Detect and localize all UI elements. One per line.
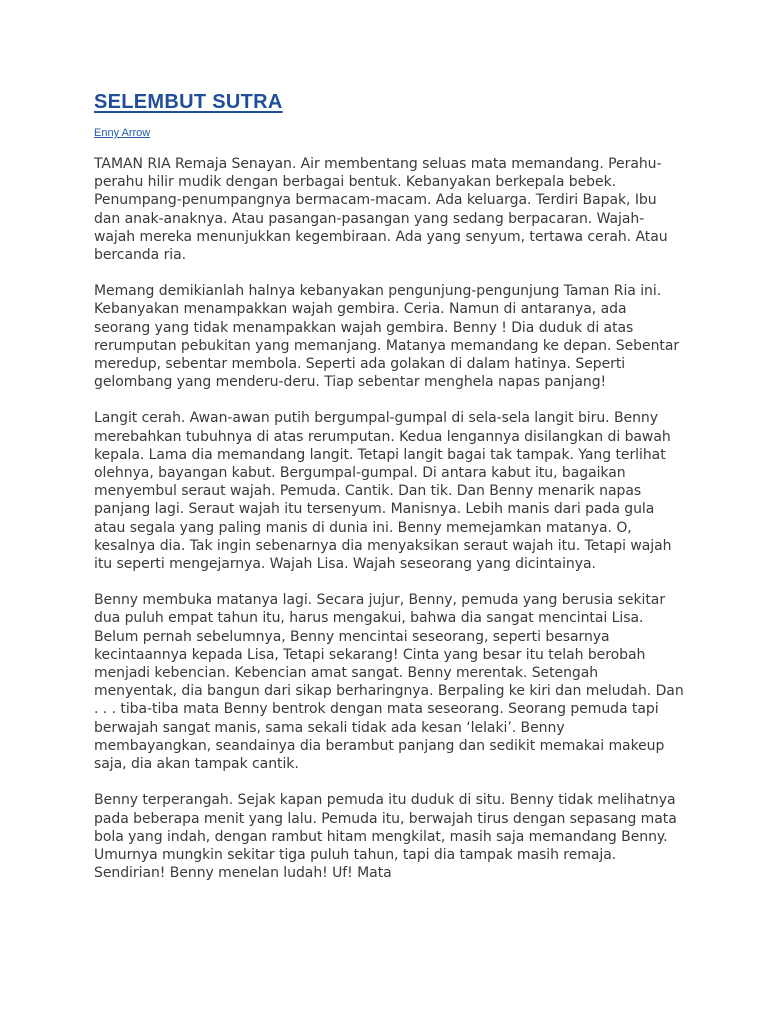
paragraph-4: Benny membuka matanya lagi. Secara jujur, Benny, pemuda yang berusia sekitar dua puluh empat tahun itu, harus mengakui, bahwa dia sangat mencintai Lisa. Belum pernah sebelumnya, Benny mencintai seseorang, seperti besarnya kecintaannya kepada Lisa, Tetapi sekarang! Cinta yang besar itu telah berobah menjadi kebencian. Kebencian amat sangat. Benny merentak. Setengah menyentak, dia bangun dari sikap berharingnya. Berpaling ke kiri dan meludah. Dan . . . tiba-tiba mata Benny bentrok dengan mata seseorang. Seorang pemuda tapi berwajah sangat manis, sama sekali tidak ada kesan ‘lelaki’. Benny membayangkan, seandainya dia berambut panjang dan sedikit memakai makeup saja, dia akan tampak cantik.: [94, 592, 684, 773]
author-link[interactable]: Enny Arrow: [94, 127, 151, 139]
paragraph-3: Langit cerah. Awan-awan putih bergumpal-gumpal di sela-sela langit biru. Benny merebahkan tubuhnya di atas rerumputan. Kedua lengannya disilangkan di bawah kepala. Lama dia memandang langit. Tetapi langit bagai tak tampak. Yang terlihat olehnya, bayangan kabut. Bergumpal-gumpal. Di antara kabut itu, bagaikan menyembul seraut wajah. Pemuda. Cantik. Dan tik. Dan Benny menarik napas panjang lagi. Seraut wajah itu tersenyum. Manisnya. Lebih manis dari pada gula atau segala yang paling manis di dunia ini. Benny memejamkan matanya. O, kesalnya dia. Tak ingin sebenarnya dia menyaksikan seraut wajah itu. Tetapi wajah itu seperti mengejarnya. Wajah Lisa. Wajah seseorang yang dicintainya.: [94, 410, 672, 573]
document-page: [94, 88, 684, 900]
document-title: SELEMBUT SUTRA: [94, 91, 283, 113]
paragraph-1: TAMAN RIA Remaja Senayan. Air membentang seluas mata memandang. Perahu-perahu hilir mudik dengan berbagai bentuk. Kebanyakan berkepala bebek. Penumpang-penumpangnya bermacam-macam. Ada keluarga. Terdiri Bapak, Ibu dan anak-anaknya. Atau pasangan-pasangan yang sedang berpacaran. Wajah-wajah mereka menunjukkan kegembiraan. Ada yang senyum, tertawa cerah. Atau bercanda ria.: [94, 156, 668, 264]
paragraph-5: Benny terperangah. Sejak kapan pemuda itu duduk di situ. Benny tidak melihatnya pada beberapa menit yang lalu. Pemuda itu, berwajah tirus dengan sepasang mata bola yang indah, dengan rambut hitam mengkilat, masih saja memandang Benny. Umurnya mungkin sekitar tiga puluh tahun, tapi dia tampak masih remaja. Sendirian! Benny menelan ludah! Uf! Mata: [94, 792, 677, 882]
document-body: [94, 155, 684, 882]
paragraph-2: Memang demikianlah halnya kebanyakan pengunjung-pengunjung Taman Ria ini. Kebanyakan menampakkan wajah gembira. Ceria. Namun di antaranya, ada seorang yang tidak menampakkan wajah gembira. Benny ! Dia duduk di atas rerumputan pebukitan yang memanjang. Matanya memandang ke depan. Sebentar meredup, sebentar membola. Seperti ada golakan di dalam hatinya. Seperti gelombang yang menderu-deru. Tiap sebentar menghela napas panjang!: [94, 283, 680, 391]
